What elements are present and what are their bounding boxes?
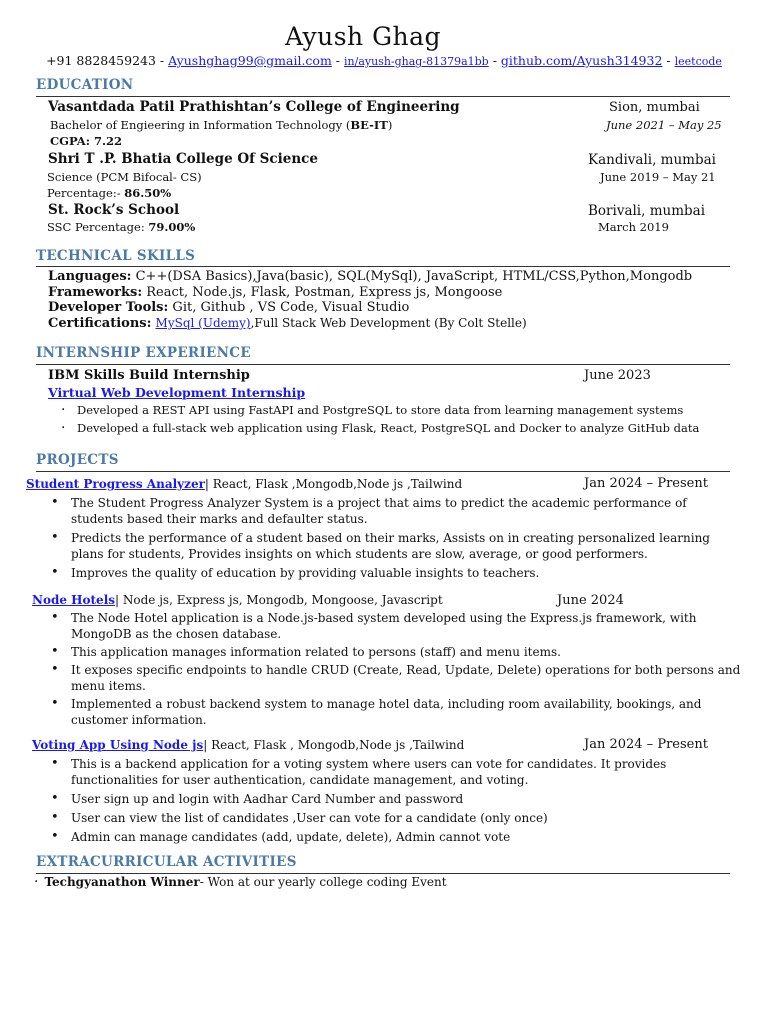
edu-score-2 — [47, 186, 171, 200]
project-date-2: June 2024 — [557, 593, 624, 608]
bullet-dot: · — [34, 874, 39, 890]
section-divider — [36, 364, 730, 365]
list-item: • Implemented a robust backend system to manage hotel data, including room availability, bookings, and customer information. — [47, 696, 741, 728]
project-date-3: Jan 2024 – Present — [584, 737, 708, 752]
skill-languages — [48, 269, 692, 284]
candidate-name: Ayush Ghag — [284, 22, 442, 51]
section-title-skills: TECHNICAL SKILLS — [36, 248, 196, 264]
section-divider — [36, 96, 730, 97]
edu-degree-2: Science (PCM Bifocal- CS) — [47, 170, 202, 184]
project-header-2 — [32, 593, 443, 607]
degree-text: ) — [387, 118, 393, 132]
project-link[interactable]: Voting App Using Node js — [32, 738, 204, 752]
project-tech: | Node js, Express js, Mongodb, Mongoose, Javascript — [115, 593, 443, 607]
score-label: Percentage:- — [47, 186, 125, 200]
skill-label: Frameworks: — [48, 285, 143, 300]
edu-score-1: CGPA: 7.22 — [50, 134, 122, 148]
list-item: • Admin can manage candidates (add, update, delete), Admin cannot vote — [47, 829, 737, 845]
degree-code: BE-IT — [350, 118, 388, 132]
edu-school-2: Shri T .P. Bhatia College Of Science — [48, 151, 318, 167]
skill-frameworks — [48, 285, 502, 300]
linkedin-link[interactable]: in/ayush-ghag-81379a1bb — [344, 55, 489, 68]
contact-line — [0, 53, 768, 68]
list-item: · Developed a REST API using FastAPI and PostgreSQL to store data from learning management systems — [45, 402, 735, 418]
github-link[interactable]: github.com/Ayush314932 — [500, 53, 663, 68]
internship-date: June 2023 — [584, 368, 651, 383]
section-title-projects: PROJECTS — [36, 452, 119, 468]
section-title-extracurricular: EXTRACURRICULAR ACTIVITIES — [36, 854, 297, 870]
list-item: • The Student Progress Analyzer System is a project that aims to predict the academic performance of students based their marks and defaulter status. — [47, 495, 737, 527]
skill-value: Git, Github , VS Code, Visual Studio — [168, 300, 410, 315]
project-link[interactable]: Student Progress Analyzer — [26, 477, 205, 491]
email-link[interactable]: Ayushghag99@gmail.com — [168, 53, 332, 68]
section-divider — [36, 266, 730, 267]
extra-item — [34, 874, 447, 890]
project-header-3 — [32, 738, 464, 752]
edu-location-2: Kandivali, mumbai — [588, 152, 716, 168]
list-item: • User sign up and login with Aadhar Card Number and password — [47, 791, 737, 807]
project-tech: | React, Flask ,Mongodb,Node js ,Tailwind — [204, 477, 463, 491]
activity-desc: - Won at our yearly college coding Event — [199, 875, 447, 889]
skill-certifications — [48, 316, 527, 331]
edu-dates-2: June 2019 – May 21 — [600, 170, 716, 184]
internship-title: IBM Skills Build Internship — [48, 368, 250, 383]
internship-subtitle[interactable]: Virtual Web Development Internship — [48, 385, 306, 400]
list-item: • This is a backend application for a voting system where users can vote for candidates. It provides functionalities for user authentication, candidate management, and voting. — [47, 756, 737, 788]
project-date-1: Jan 2024 – Present — [584, 476, 708, 491]
certification-link[interactable]: MySql (Udemy) — [155, 316, 251, 330]
edu-score-3 — [47, 220, 195, 234]
contact-separator: - — [335, 53, 341, 68]
project-bullets-3 — [47, 756, 737, 845]
project-tech: | React, Flask , Mongodb,Node js ,Tailwind — [203, 738, 465, 752]
list-item: • This application manages information related to persons (staff) and menu items. — [47, 644, 741, 660]
list-item: • Improves the quality of education by providing valuable insights to teachers. — [47, 565, 737, 581]
score-value: 86.50% — [124, 186, 172, 200]
skill-tools — [48, 300, 409, 315]
phone-number: +91 8828459243 - — [46, 53, 165, 68]
contact-separator: - — [666, 53, 671, 68]
contact-separator: - — [492, 53, 497, 68]
list-item: · Developed a full-stack web application using Flask, React, PostgreSQL and Docker to analyze GitHub data — [45, 420, 735, 436]
skill-label: Developer Tools: — [48, 300, 169, 315]
score-value: 79.00% — [148, 220, 196, 234]
edu-location-3: Borivali, mumbai — [588, 203, 706, 219]
edu-school-3: St. Rock’s School — [48, 202, 180, 218]
skill-value: React, Node.js, Flask, Postman, Express js, Mongoose — [142, 285, 503, 300]
internship-bullets — [45, 402, 735, 436]
skill-label: Certifications: — [48, 316, 152, 331]
score-label: SSC Percentage: — [47, 220, 149, 234]
edu-degree-1 — [50, 118, 392, 132]
project-link[interactable]: Node Hotels — [32, 593, 116, 607]
edu-school-1: Vasantdada Patil Prathishtan’s College of Engineering — [48, 99, 460, 115]
skill-label: Languages: — [48, 269, 132, 284]
leetcode-link[interactable]: leetcode — [674, 55, 722, 68]
section-title-education: EDUCATION — [36, 77, 134, 93]
list-item: • It exposes specific endpoints to handle CRUD (Create, Read, Update, Delete) operations for both persons and menu items. — [47, 662, 741, 694]
edu-dates-1: June 2021 – May 25 — [606, 118, 722, 132]
list-item: • User can view the list of candidates ,User can vote for a candidate (only once) — [47, 810, 737, 826]
edu-dates-3: March 2019 — [598, 220, 669, 234]
section-title-internship: INTERNSHIP EXPERIENCE — [36, 345, 251, 361]
list-item: • The Node Hotel application is a Node.js-based system developed using the Express.js framework, with MongoDB as the chosen database. — [47, 610, 741, 642]
project-header-1 — [26, 477, 462, 491]
skill-value: C++(DSA Basics),Java(basic), SQL(MySql), JavaScript, HTML/CSS,Python,Mongodb — [131, 269, 693, 284]
project-bullets-1 — [47, 495, 737, 581]
skill-value: ,Full Stack Web Development (By Colt Stelle) — [250, 316, 527, 330]
edu-location-1: Sion, mumbai — [609, 100, 700, 115]
section-divider — [36, 471, 730, 472]
activity-title: Techgyanathon Winner — [44, 875, 200, 889]
degree-text: Bachelor of Engieering in Information Technology ( — [50, 118, 351, 132]
list-item: • Predicts the performance of a student based on their marks, Assists on in creating personalized learning plans for students, Provides insights on which students are slow, average, or good performers. — [47, 530, 737, 562]
project-bullets-2 — [47, 610, 741, 728]
